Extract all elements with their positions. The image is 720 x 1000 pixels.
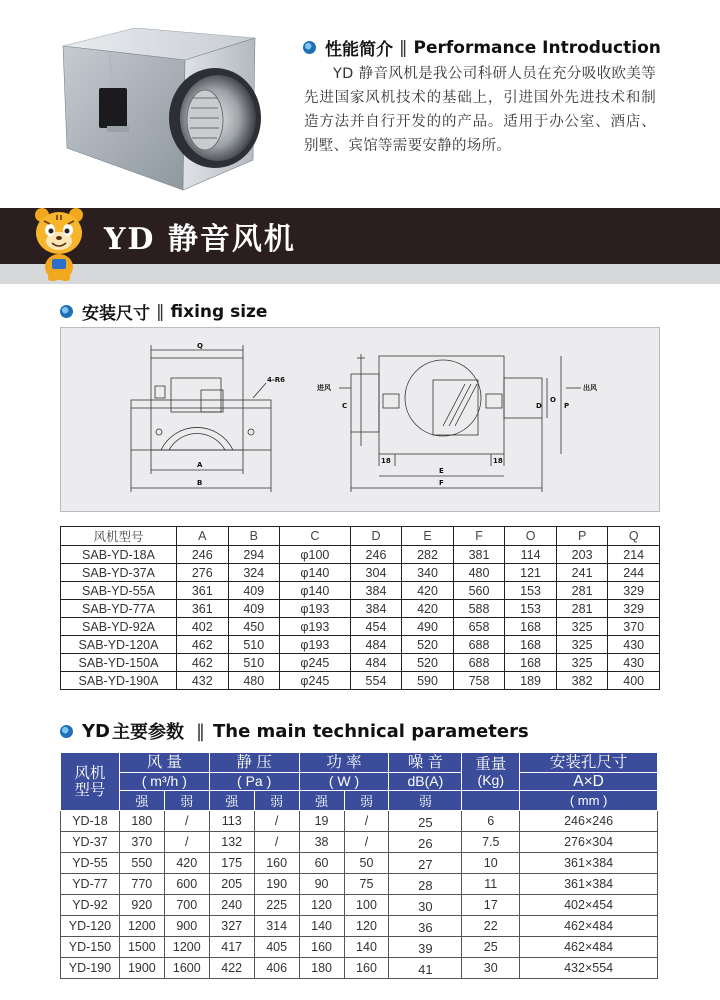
col-header: E [402,527,454,546]
table-cell: / [254,811,299,832]
model-cell: YD-55 [61,853,120,874]
noise-weak: 弱 [389,791,462,811]
table-cell: / [164,811,209,832]
table-cell: 329 [608,582,660,600]
dim-label-c: C [342,402,348,410]
table-cell: 430 [608,654,660,672]
table-cell: 325 [556,618,608,636]
table-cell: 240 [209,895,254,916]
table-row [61,600,660,618]
table-cell: 17 [462,895,520,916]
col-weight-label: 重量 [475,755,507,773]
table-cell: 324 [228,564,280,582]
table-cell: 384 [350,582,402,600]
weight-blank [462,791,520,811]
table-row [61,895,658,916]
dim-label-o: O [550,396,556,404]
table-cell: 38 [299,832,344,853]
model-cell: YD-120 [61,916,120,937]
col-pressure [209,753,299,773]
table-cell: 462 [177,654,229,672]
table-cell: 60 [299,853,344,874]
fan-product-image [55,28,277,193]
table-cell: 1500 [119,937,164,958]
table-cell: 520 [402,636,454,654]
table-cell: 462×484 [520,937,658,958]
heading-separator: ‖ [399,37,408,58]
table-cell: 329 [608,600,660,618]
dimension-table [60,526,660,690]
table-cell: / [164,832,209,853]
table-cell: 554 [350,672,402,690]
table-cell: 75 [344,874,389,895]
table-row [61,654,660,672]
power-strong: 强 [299,791,344,811]
table-row [61,811,658,832]
table-cell: 900 [164,916,209,937]
model-cell: SAB-YD-77A [61,600,177,618]
table-cell: φ140 [280,582,351,600]
inlet-label: 进风 [317,384,331,392]
table-cell: 400 [608,672,660,690]
col-hole-axd: A×D [520,773,658,791]
table-cell: 30 [389,895,462,916]
table-cell: 180 [299,958,344,979]
table-cell: φ193 [280,636,351,654]
dim-label-b: B [197,479,203,487]
fixing-heading-cn: 安装尺寸 [82,304,150,324]
table-cell: 480 [453,564,505,582]
table-cell: 688 [453,636,505,654]
table-cell: 140 [299,916,344,937]
table-cell: 432×554 [520,958,658,979]
table-cell: φ140 [280,564,351,582]
table-cell: 327 [209,916,254,937]
model-cell: SAB-YD-92A [61,618,177,636]
model-cell: SAB-YD-190A [61,672,177,690]
model-cell: SAB-YD-150A [61,654,177,672]
table-cell: 244 [608,564,660,582]
pressure-weak: 弱 [254,791,299,811]
table-cell: 484 [350,654,402,672]
table-cell: 361 [177,582,229,600]
bullet-icon [303,41,316,54]
table-cell: 160 [344,958,389,979]
table-cell: 325 [556,636,608,654]
model-cell: SAB-YD-37A [61,564,177,582]
table-cell: 420 [402,582,454,600]
tech-heading [60,718,529,744]
table-row [61,636,660,654]
table-cell: 160 [299,937,344,958]
table-cell: 480 [228,672,280,690]
dim-label-a: A [197,461,203,469]
table-cell: 420 [402,600,454,618]
table-cell: 153 [505,582,557,600]
col-weight-unit: (Kg) [477,771,504,788]
table-cell: 36 [389,916,462,937]
col-header: C [280,527,351,546]
table-cell: 382 [556,672,608,690]
heading-separator: ‖ [156,301,165,322]
table-cell: 510 [228,636,280,654]
table-cell: 520 [402,654,454,672]
table-cell: 121 [505,564,557,582]
model-cell: YD-150 [61,937,120,958]
table-cell: 39 [389,937,462,958]
table-cell: 1600 [164,958,209,979]
model-cell: YD-18 [61,811,120,832]
col-noise-unit: dB(A) [389,773,462,791]
table-cell: 405 [254,937,299,958]
front-view [131,345,271,492]
col-flow-unit: ( m³/h ) [119,773,209,791]
model-cell: YD-190 [61,958,120,979]
col-header: B [228,527,280,546]
dim-label-d: D [536,402,542,410]
pressure-strong: 强 [209,791,254,811]
table-cell: 370 [119,832,164,853]
fixing-heading-en: fixing size [170,301,268,322]
table-cell: 50 [344,853,389,874]
col-flow [119,753,209,773]
table-cell: 246 [177,546,229,564]
table-cell: 420 [164,853,209,874]
table-cell: 132 [209,832,254,853]
table-cell: 758 [453,672,505,690]
table-cell: 340 [402,564,454,582]
table-cell: 417 [209,937,254,958]
table-cell: 214 [608,546,660,564]
table-cell: 281 [556,582,608,600]
dim-label-f: F [439,479,444,487]
table-cell: 462 [177,636,229,654]
table-cell: 25 [462,937,520,958]
col-header: D [350,527,402,546]
table-cell: 25 [389,811,462,832]
intro-heading-cn: 性能简介 [325,40,393,60]
table-cell: 1900 [119,958,164,979]
table-cell: / [254,832,299,853]
table-cell: 100 [344,895,389,916]
table-cell: 422 [209,958,254,979]
table-cell: 402×454 [520,895,658,916]
table-cell: 189 [505,672,557,690]
table-cell: 41 [389,958,462,979]
col-header: P [556,527,608,546]
table-cell: 246 [350,546,402,564]
table-cell: 550 [119,853,164,874]
table-row [61,832,658,853]
table-cell: 26 [389,832,462,853]
table-cell: 22 [462,916,520,937]
table-cell: 1200 [164,937,209,958]
table-cell: 168 [505,618,557,636]
model-cell: SAB-YD-18A [61,546,177,564]
table-cell: 120 [344,916,389,937]
col-pressure-label: 静 压 [236,754,272,771]
table-row [61,672,660,690]
table-cell: 600 [164,874,209,895]
table-cell: 153 [505,600,557,618]
table-cell: 6 [462,811,520,832]
dim-label-bolt: 4-R6 [267,376,286,384]
col-header: A [177,527,229,546]
table-cell: 361 [177,600,229,618]
table-cell: 246×246 [520,811,658,832]
intro-heading-en: Performance Introduction [413,37,661,58]
model-cell: YD-37 [61,832,120,853]
table-cell: 276×304 [520,832,658,853]
tech-heading-en: The main technical parameters [212,720,529,742]
table-cell: 432 [177,672,229,690]
dim-label-18-right: 18 [493,457,503,465]
bullet-icon [60,725,73,738]
table-cell: 114 [505,546,557,564]
table-cell: 454 [350,618,402,636]
bullet-icon [60,305,73,318]
col-noise: 噪 音 [389,753,462,773]
table-cell: 281 [556,600,608,618]
table-cell: 294 [228,546,280,564]
table-row [61,874,658,895]
table-row [61,916,658,937]
dim-label-p: P [564,402,570,410]
table-row [61,937,658,958]
table-cell: 140 [344,937,389,958]
col-header: 风机型号 [61,527,177,546]
tech-heading-cn: 主要参数 [111,722,184,743]
dim-label-q: Q [197,342,203,350]
col-model: 风机 型号 [61,753,120,811]
col-hole: 安装孔尺寸 [520,753,658,773]
table-cell: 282 [402,546,454,564]
flow-weak: 弱 [164,791,209,811]
table-cell: 325 [556,654,608,672]
table-cell: 168 [505,654,557,672]
col-power-label: 功 率 [326,754,362,771]
table-cell: 168 [505,636,557,654]
table-cell: 370 [608,618,660,636]
table-row [61,618,660,636]
table-cell: 409 [228,582,280,600]
table-cell: 406 [254,958,299,979]
table-cell: 510 [228,654,280,672]
intro-heading [303,35,661,60]
dim-label-e: E [439,467,444,475]
table-cell: 588 [453,600,505,618]
dimension-table-header [61,527,660,546]
table-cell: 225 [254,895,299,916]
col-header: Q [608,527,660,546]
table-row [61,853,658,874]
table-cell: 241 [556,564,608,582]
table-cell: 920 [119,895,164,916]
tech-heading-prefix: YD [82,720,110,742]
table-cell: 190 [254,874,299,895]
table-cell: 381 [453,546,505,564]
table-row [61,564,660,582]
table-cell: 361×384 [520,874,658,895]
table-cell: 7.5 [462,832,520,853]
table-cell: φ193 [280,600,351,618]
fixing-heading [60,299,267,324]
table-cell: 90 [299,874,344,895]
table-cell: 409 [228,600,280,618]
banner-underline [0,264,720,284]
table-cell: 10 [462,853,520,874]
table-cell: 113 [209,811,254,832]
table-cell: 180 [119,811,164,832]
col-hole-unit: ( mm ) [520,791,658,811]
table-cell: 450 [228,618,280,636]
table-cell: / [344,832,389,853]
col-flow-label: 风 量 [146,754,182,771]
table-cell: 688 [453,654,505,672]
table-cell: 203 [556,546,608,564]
outlet-label: 出风 [583,384,597,392]
tiger-mascot-logo [30,205,88,283]
table-cell: 314 [254,916,299,937]
table-cell: 1200 [119,916,164,937]
flow-strong: 强 [119,791,164,811]
table-cell: φ100 [280,546,351,564]
table-cell: 402 [177,618,229,636]
table-cell: φ245 [280,672,351,690]
table-cell: φ193 [280,618,351,636]
table-cell: 30 [462,958,520,979]
table-cell: 770 [119,874,164,895]
table-cell: 19 [299,811,344,832]
table-cell: 361×384 [520,853,658,874]
table-cell: φ245 [280,654,351,672]
table-row [61,958,658,979]
table-cell: 205 [209,874,254,895]
table-row [61,582,660,600]
dim-label-18-left: 18 [381,457,391,465]
banner-title: YD 静音风机 [104,222,296,257]
table-cell: 700 [164,895,209,916]
col-pressure-unit: ( Pa ) [209,773,299,791]
table-cell: 304 [350,564,402,582]
col-header: F [453,527,505,546]
side-view [339,354,581,492]
power-weak: 弱 [344,791,389,811]
table-cell: 560 [453,582,505,600]
fixing-size-drawing [60,327,660,512]
col-power-unit: ( W ) [299,773,389,791]
table-cell: 175 [209,853,254,874]
table-cell: / [344,811,389,832]
table-cell: 11 [462,874,520,895]
table-cell: 430 [608,636,660,654]
model-cell: SAB-YD-120A [61,636,177,654]
table-cell: 384 [350,600,402,618]
table-row [61,546,660,564]
table-cell: 28 [389,874,462,895]
table-cell: 484 [350,636,402,654]
intro-text: YD 静音风机是我公司科研人员在充分吸收欧美等先进国家风机技术的基础上，引进国外先进技术和制造方法并自行开发的的产品。适用于办公室、酒店、别墅、宾馆等需要安静的场所。 [304,66,656,154]
table-cell: 462×484 [520,916,658,937]
table-cell: 490 [402,618,454,636]
col-header: O [505,527,557,546]
heading-separator: ‖ [195,720,205,742]
table-cell: 27 [389,853,462,874]
table-cell: 590 [402,672,454,690]
table-cell: 120 [299,895,344,916]
table-cell: 658 [453,618,505,636]
technical-parameters-table [60,752,658,979]
model-cell: SAB-YD-55A [61,582,177,600]
table-cell: 160 [254,853,299,874]
col-weight [462,753,520,791]
col-power [299,753,389,773]
table-cell: 276 [177,564,229,582]
model-cell: YD-92 [61,895,120,916]
model-cell: YD-77 [61,874,120,895]
